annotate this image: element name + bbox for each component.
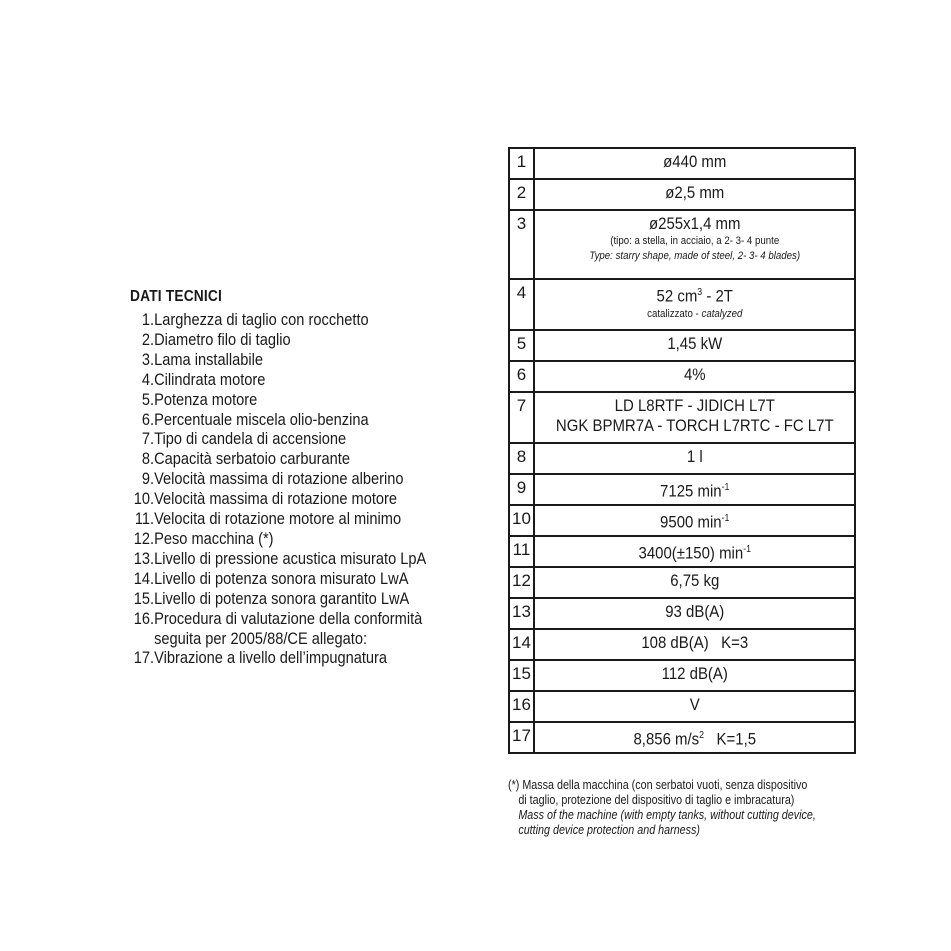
row-value	[534, 567, 856, 598]
item-number: 13.	[133, 548, 155, 568]
list-item	[130, 489, 448, 509]
row-value	[534, 392, 856, 443]
list-item	[130, 449, 448, 469]
item-label-line-2: seguita per 2005/88/CE allegato:	[154, 628, 368, 648]
item-number: 17.	[133, 648, 155, 668]
footnote-en-line-1: Mass of the machine (with empty tanks, without cutting device,	[518, 808, 816, 822]
item-label: Livello di potenza sonora misurato LwA	[154, 568, 409, 588]
table-row	[509, 210, 855, 279]
value-note	[556, 307, 834, 322]
value-main: 3400(±150) min	[638, 543, 744, 563]
item-label: Percentuale miscela olio-benzina	[154, 409, 369, 429]
row-value	[534, 722, 856, 753]
item-label: Peso macchina (*)	[154, 528, 274, 548]
item-label: Velocità massima di rotazione motore	[154, 489, 398, 509]
row-number: 15	[509, 660, 534, 691]
row-value	[534, 505, 856, 536]
row-number: 7	[509, 392, 534, 443]
list-item	[130, 549, 448, 569]
row-number: 2	[509, 179, 534, 210]
value-main: 52 cm	[656, 286, 698, 306]
table-row	[509, 443, 855, 474]
row-number: 16	[509, 691, 534, 722]
value-text: 6,75 kg	[670, 571, 720, 590]
value-text	[556, 726, 834, 750]
list-item	[130, 509, 448, 529]
item-number: 5.	[141, 389, 155, 409]
item-number: 4.	[141, 369, 155, 389]
row-value	[534, 443, 856, 474]
item-number: 15.	[133, 588, 155, 608]
item-number: 11.	[134, 509, 155, 529]
list-item	[130, 310, 448, 330]
item-number: 14.	[133, 568, 155, 588]
row-value	[534, 179, 856, 210]
value-note-en: catalyzed	[701, 307, 743, 320]
item-label: Velocità massima di rotazione alberino	[154, 469, 404, 489]
row-number: 3	[509, 210, 534, 279]
item-label: Capacità serbatoio carburante	[154, 449, 350, 469]
row-number: 5	[509, 330, 534, 361]
table-row	[509, 148, 855, 179]
item-number: 10.	[133, 489, 155, 509]
row-number: 17	[509, 722, 534, 753]
table-row	[509, 567, 855, 598]
table-row	[509, 392, 855, 443]
row-value	[534, 279, 856, 330]
value-text: ø440 mm	[663, 152, 727, 171]
item-number: 1.	[141, 310, 155, 329]
list-item	[130, 609, 448, 649]
table-row	[509, 330, 855, 361]
value-main: 7125 min	[659, 481, 722, 501]
row-number: 8	[509, 443, 534, 474]
row-value	[534, 361, 856, 392]
table-row	[509, 179, 855, 210]
footnote-it-line-2: di taglio, protezione del dispositivo di taglio e imbracatura)	[518, 793, 795, 807]
value-text	[556, 478, 834, 502]
value-text: 1,45 kW	[667, 334, 723, 353]
row-value	[534, 148, 856, 179]
value-text	[556, 509, 834, 533]
table-row	[509, 660, 855, 691]
item-number: 7.	[141, 429, 155, 449]
spec-list	[130, 310, 500, 668]
spec-values-table	[508, 147, 856, 754]
list-item	[130, 589, 448, 609]
value-text: ø255x1,4 mm	[648, 214, 741, 233]
value-suffix: K=1,5	[703, 729, 756, 749]
value-exponent: -1	[721, 513, 730, 524]
value-text: 4%	[683, 365, 706, 384]
technical-data-section	[130, 288, 500, 668]
item-label: Livello di pressione acustica misurato LpA	[154, 548, 427, 568]
row-number: 10	[509, 505, 534, 536]
table-row	[509, 505, 855, 536]
value-text: V	[689, 695, 700, 714]
value-text: 1 l	[686, 447, 703, 466]
row-value	[534, 474, 856, 505]
row-number: 9	[509, 474, 534, 505]
item-label: Livello di potenza sonora garantito LwA	[154, 588, 410, 608]
row-value	[534, 330, 856, 361]
list-item	[130, 350, 448, 370]
item-number: 3.	[141, 349, 155, 369]
row-number: 14	[509, 629, 534, 660]
row-number: 12	[509, 567, 534, 598]
item-number: 8.	[141, 449, 155, 469]
item-number: 16.	[133, 608, 155, 628]
footnote-it-line-1: (*) Massa della macchina (con serbatoi vuoti, senza dispositivo	[508, 778, 808, 792]
value-text-line-2: NGK BPMR7A - TORCH L7RTC - FC L7T	[555, 416, 834, 435]
value-exponent: -1	[743, 544, 751, 555]
table-row	[509, 691, 855, 722]
value-note-it: (tipo: a stella, in acciaio, a 2- 3- 4 punte	[610, 235, 780, 247]
row-value	[534, 536, 856, 567]
value-exponent: -1	[721, 482, 730, 493]
table-row	[509, 598, 855, 629]
item-label-line-1: Procedura di valutazione della conformità	[154, 608, 423, 628]
item-number: 2.	[141, 329, 155, 349]
item-number: 12.	[133, 528, 155, 548]
row-value	[534, 598, 856, 629]
value-text-line-1: LD L8RTF - JIDICH L7T	[614, 396, 775, 415]
row-number: 13	[509, 598, 534, 629]
footnote	[508, 778, 816, 838]
value-exponent: 2	[699, 730, 704, 741]
value-text: ø2,5 mm	[665, 183, 725, 202]
list-item	[130, 529, 448, 549]
row-number: 11	[509, 536, 534, 567]
table-row	[509, 474, 855, 505]
list-item	[130, 469, 448, 489]
value-note-en: Type: starry shape, made of steel, 2- 3- 4 blades)	[589, 250, 801, 262]
item-label: Tipo di candela di accensione	[154, 429, 347, 449]
footnote-en-line-2: cutting device protection and harness)	[518, 823, 700, 837]
item-label	[154, 609, 422, 649]
item-label: Vibrazione a livello dell’impugnatura	[154, 648, 388, 668]
value-suffix: - 2T	[702, 286, 733, 306]
table-row	[509, 722, 855, 753]
table-row	[509, 629, 855, 660]
item-number: 9.	[141, 469, 155, 489]
list-item	[130, 370, 448, 390]
row-number: 4	[509, 279, 534, 330]
list-item	[130, 648, 448, 668]
value-text: 108 dB(A) K=3	[641, 633, 749, 652]
item-label: Lama installabile	[154, 349, 263, 369]
item-label: Potenza motore	[154, 389, 258, 409]
item-label: Velocita di rotazione motore al minimo	[154, 509, 402, 529]
list-item	[130, 330, 448, 350]
row-number: 6	[509, 361, 534, 392]
list-item	[130, 429, 448, 449]
table-row	[509, 536, 855, 567]
value-main: 8,856 m/s	[633, 729, 700, 749]
value-text	[556, 283, 834, 307]
value-main: 9500 min	[659, 512, 722, 532]
item-number: 6.	[141, 409, 155, 429]
row-value	[534, 691, 856, 722]
value-text: 112 dB(A)	[661, 664, 728, 683]
row-value	[534, 660, 856, 691]
value-exponent: 3	[697, 287, 703, 298]
row-value	[534, 629, 856, 660]
value-text: 93 dB(A)	[665, 602, 725, 621]
section-title: DATI TECNICI	[130, 288, 223, 305]
table-row	[509, 361, 855, 392]
list-item	[130, 390, 448, 410]
row-value	[534, 210, 856, 279]
value-text	[556, 540, 834, 564]
table-row	[509, 279, 855, 330]
item-label: Diametro filo di taglio	[154, 329, 291, 349]
list-item	[130, 410, 448, 430]
list-item	[130, 569, 448, 589]
item-label: Larghezza di taglio con rocchetto	[154, 310, 369, 329]
row-number: 1	[509, 148, 534, 179]
value-note-it: catalizzato -	[647, 307, 702, 320]
item-label: Cilindrata motore	[154, 369, 266, 389]
